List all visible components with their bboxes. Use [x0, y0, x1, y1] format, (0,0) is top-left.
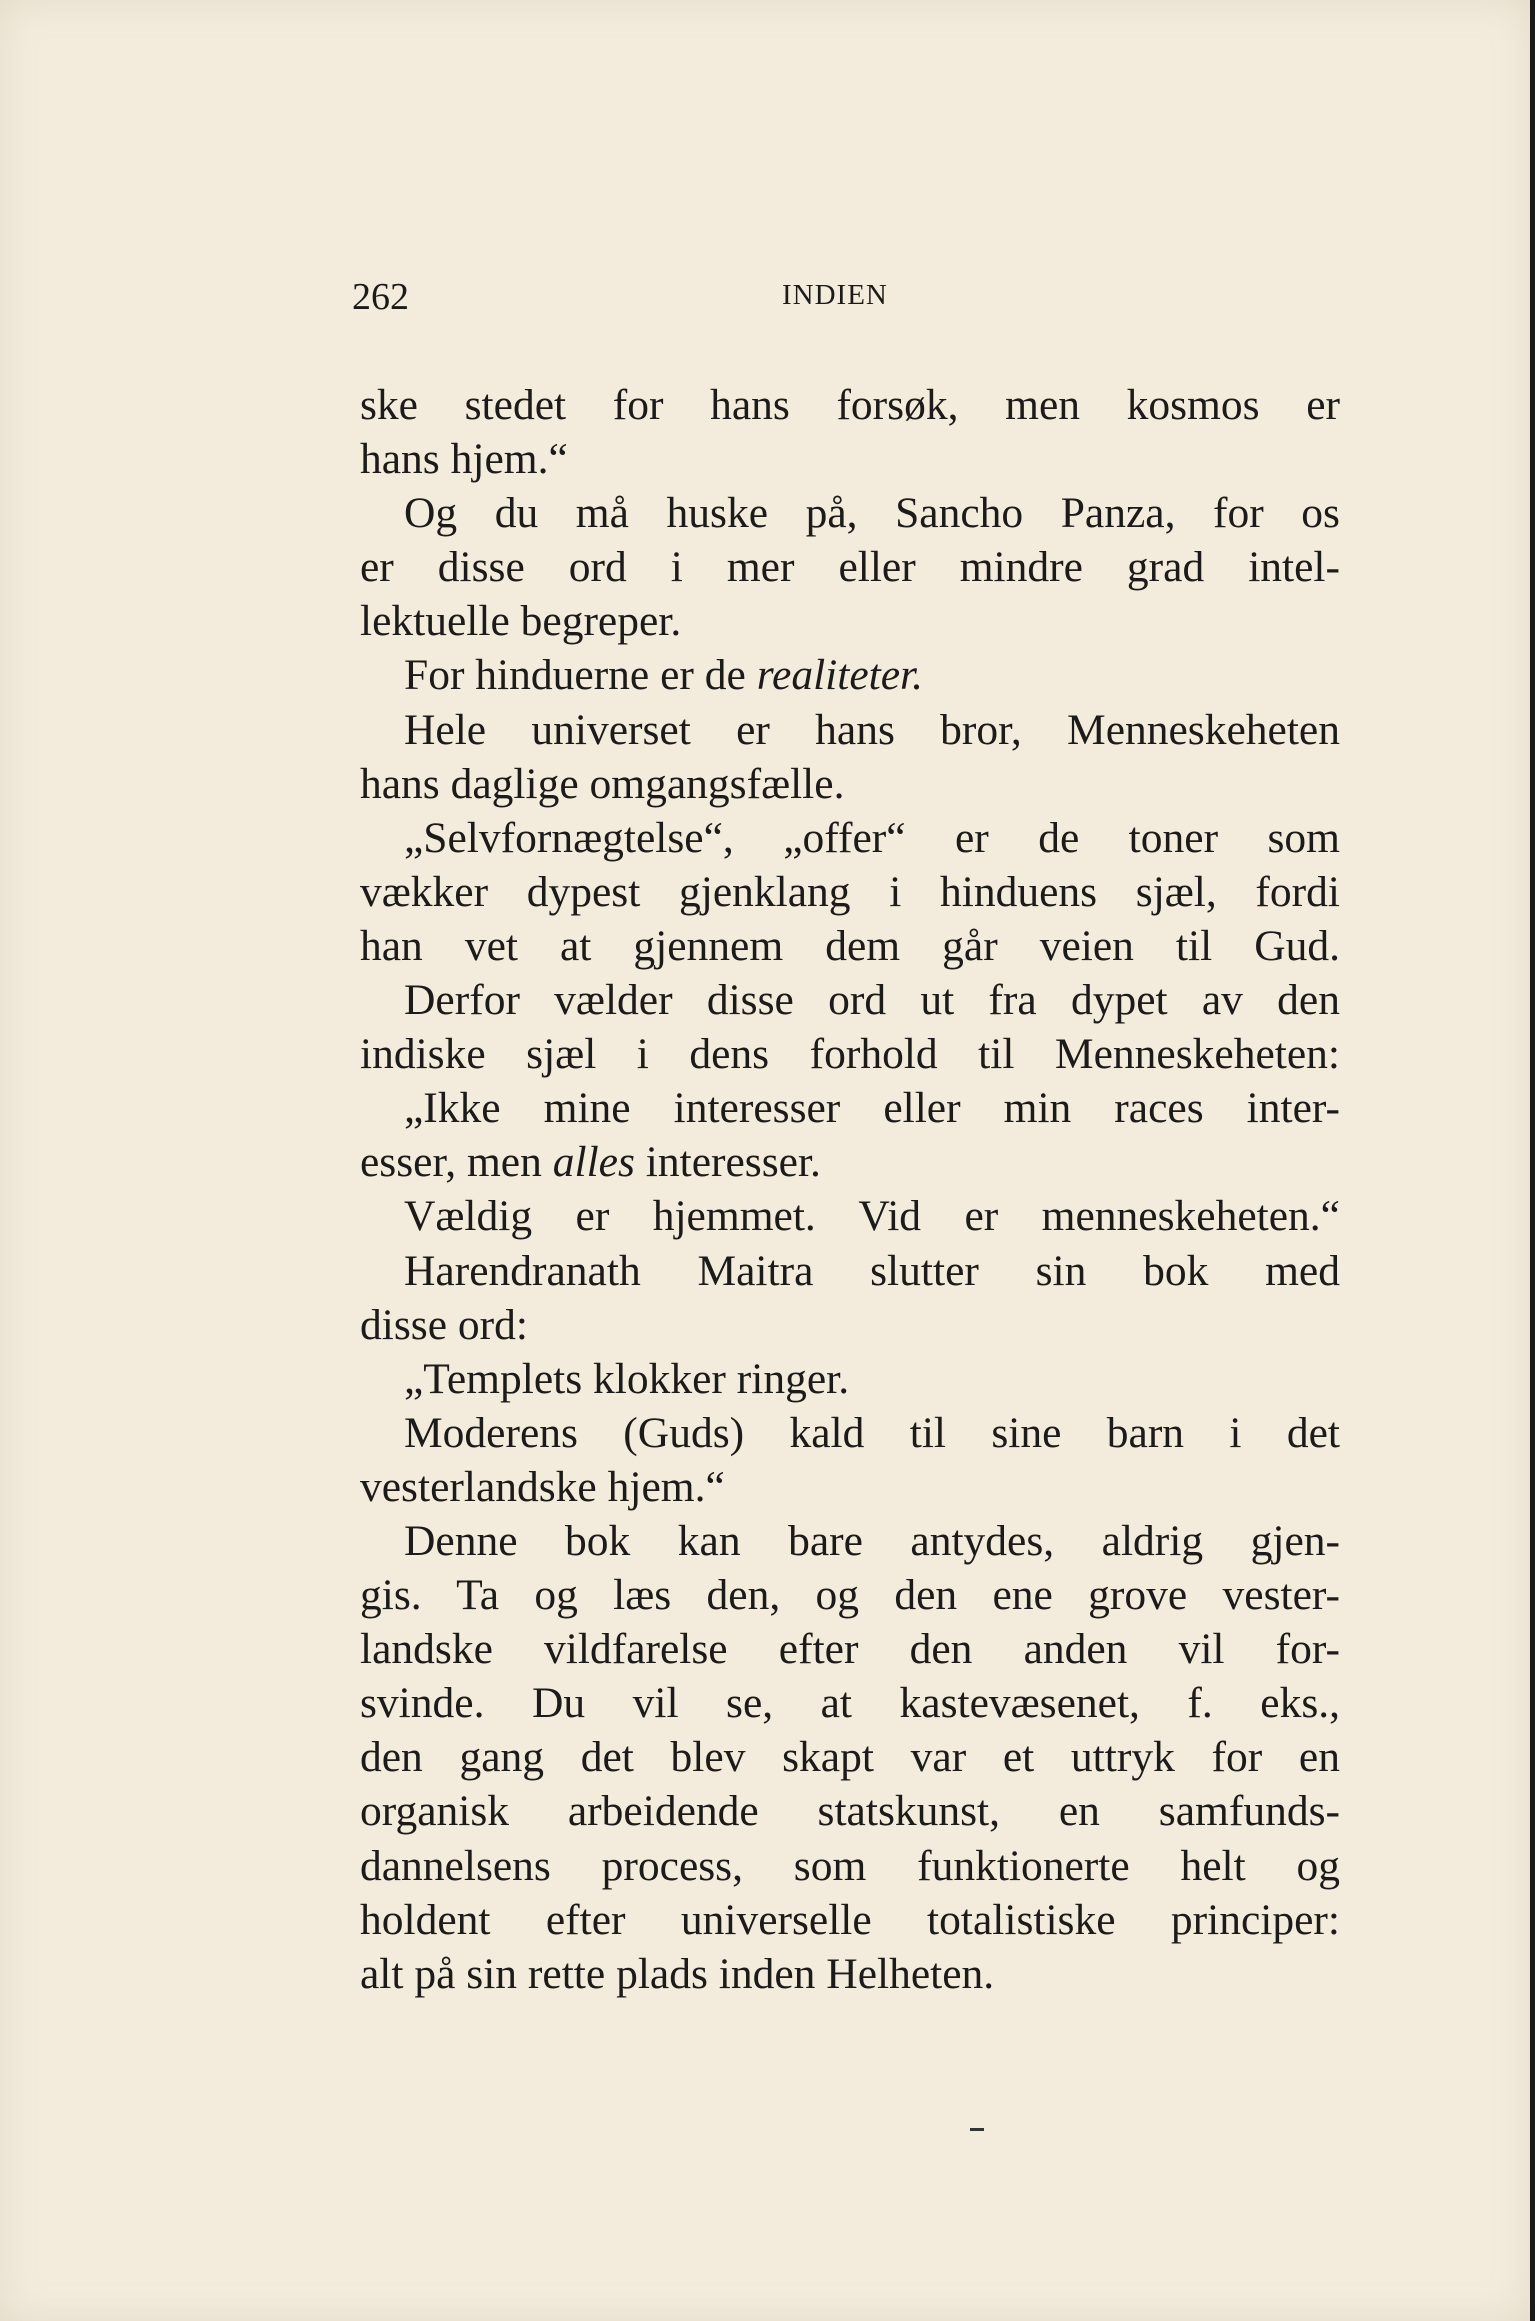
- page-header: [352, 275, 1342, 335]
- text-line: [360, 540, 1340, 594]
- text-line-segment: Harendranath Maitra slutter sin bok med: [404, 1246, 1340, 1295]
- text-line-segment: interesser.: [634, 1138, 821, 1187]
- text-line-segment: Vældig er hjemmet. Vid er menneskeheten.“: [404, 1192, 1340, 1241]
- text-line: [360, 811, 1340, 865]
- text-line-segment: hans daglige omgangsfælle.: [360, 759, 845, 808]
- text-line-segment: alt på sin rette plads inden Helheten.: [360, 1949, 995, 1998]
- text-line: [360, 1568, 1340, 1622]
- text-line-segment: organisk arbeidende statskunst, en samfunds-: [360, 1787, 1340, 1836]
- text-line-segment: Denne bok kan bare antydes, aldrig gjen-: [404, 1516, 1340, 1565]
- text-line-segment: han vet at gjennem dem går veien til Gud.: [360, 921, 1340, 970]
- text-line: [360, 757, 1340, 811]
- text-line: [360, 1839, 1340, 1893]
- text-line: [360, 919, 1340, 973]
- text-line-segment: For hinduerne er de: [404, 651, 757, 700]
- text-line: [360, 1893, 1340, 1947]
- text-line-segment: vækker dypest gjenklang i hinduens sjæl, fordi: [360, 867, 1340, 916]
- text-line: [360, 1244, 1340, 1298]
- text-line: [360, 1406, 1340, 1460]
- text-line: [360, 1189, 1340, 1243]
- text-line-segment: den gang det blev skapt var et uttryk for en: [360, 1733, 1340, 1782]
- text-line-segment: vesterlandske hjem.“: [360, 1462, 725, 1511]
- text-line-segment: dannelsens process, som funktionerte helt og: [360, 1841, 1340, 1890]
- text-line-segment: gis. Ta og læs den, og den ene grove vester-: [360, 1571, 1340, 1620]
- text-line: [360, 378, 1340, 432]
- text-line: [360, 1081, 1340, 1135]
- text-line: [360, 703, 1340, 757]
- text-line-segment: „Templets klokker ringer.: [404, 1354, 850, 1403]
- text-line: [360, 1135, 1340, 1189]
- text-line-segment: er disse ord i mer eller mindre grad intel-: [360, 543, 1340, 592]
- text-line: [360, 1676, 1340, 1730]
- text-line: [360, 1730, 1340, 1784]
- page-edge: [1530, 0, 1535, 2321]
- text-line: [360, 865, 1340, 919]
- body-text: [360, 378, 1340, 2001]
- text-line: [360, 1784, 1340, 1838]
- text-line-segment: Derfor vælder disse ord ut fra dypet av den: [404, 976, 1340, 1025]
- text-line-segment: „Selvfornægtelse“, „offer“ er de toner som: [404, 813, 1340, 862]
- text-line: [360, 1352, 1340, 1406]
- text-line: [360, 486, 1340, 540]
- text-line: [360, 432, 1340, 486]
- text-line-segment: indiske sjæl i dens forhold til Menneskeheten:: [360, 1030, 1340, 1079]
- italic-word: realiteter.: [756, 651, 924, 700]
- text-line: [360, 648, 1340, 702]
- text-line: [360, 1947, 1340, 2001]
- text-line: [360, 1027, 1340, 1081]
- text-line-segment: hans hjem.“: [360, 435, 568, 484]
- text-line: [360, 973, 1340, 1027]
- text-line-segment: disse ord:: [360, 1300, 528, 1349]
- stray-mark: [970, 2128, 984, 2131]
- running-head: INDIEN: [782, 279, 888, 311]
- text-line-segment: landske vildfarelse efter den anden vil for-: [360, 1625, 1340, 1674]
- text-line-segment: holdent efter universelle totalistiske principer:: [360, 1895, 1340, 1944]
- text-line-segment: „Ikke mine interesser eller min races inter-: [404, 1084, 1340, 1133]
- text-line-segment: ske stedet for hans forsøk, men kosmos er: [360, 381, 1340, 429]
- text-line-segment: esser, men: [360, 1138, 553, 1187]
- text-line-segment: lektuelle begreper.: [360, 597, 682, 646]
- text-line: [360, 1622, 1340, 1676]
- text-line-segment: Og du må huske på, Sancho Panza, for os: [404, 489, 1340, 538]
- italic-word: alles: [552, 1138, 635, 1187]
- text-line: [360, 1514, 1340, 1568]
- text-line-segment: Hele universet er hans bror, Menneskeheten: [404, 705, 1340, 754]
- text-line: [360, 1298, 1340, 1352]
- text-line: [360, 1460, 1340, 1514]
- text-line-segment: svinde. Du vil se, at kastevæsenet, f. eks.,: [360, 1679, 1340, 1728]
- page-number: 262: [352, 276, 409, 318]
- text-line-segment: Moderens (Guds) kald til sine barn i det: [404, 1408, 1340, 1457]
- text-line: [360, 594, 1340, 648]
